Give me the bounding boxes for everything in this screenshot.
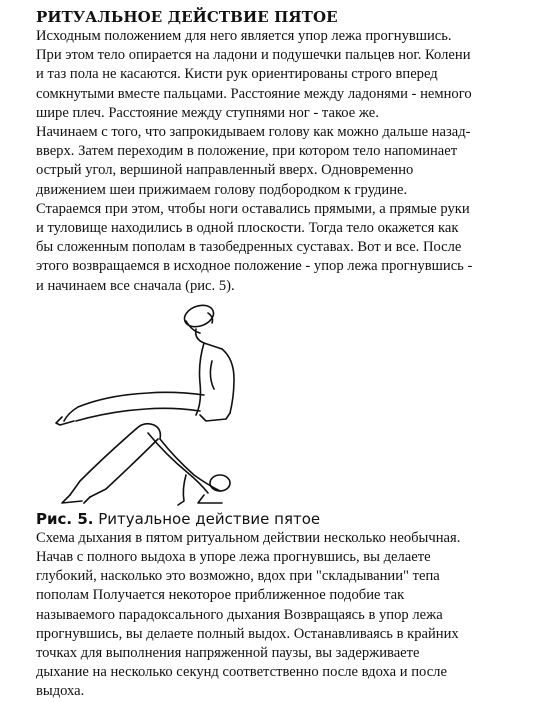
text-line: острый угол, вершиной направленный вверх. Одновременно <box>36 162 414 179</box>
caption-text: Ритуальное действие пятое <box>93 509 321 528</box>
text-line: дыхание на несколько секунд соответственно после вдоха и после <box>36 664 447 681</box>
figure-caption <box>36 509 520 529</box>
text-line: и начинаем все сначала (рис. 5). <box>36 277 235 294</box>
text-line: Схема дыхания в пятом ритуальном действии несколько необычная. <box>36 529 461 546</box>
text-line: Начинаем с того, что запрокидываем голову как можно дальше назад- <box>36 124 471 141</box>
text-line: и таз пола не касаются. Кисти рук ориентированы строго вперед <box>36 66 438 83</box>
text-line: движением шеи прижимаем голову подбородком к грудине. <box>36 181 408 198</box>
text-line: глубокий, насколько это возможно, вдох при "складывании" тепа <box>36 568 440 585</box>
figure-drawing <box>36 299 336 507</box>
pose-inverted-v <box>62 424 230 505</box>
text-line: сомкнутыми вместе пальцами. Расстояние между ладонями - немного <box>36 85 472 102</box>
text-line: При этом тело опирается на ладони и подушечки пальцев ног. Колени <box>36 47 471 64</box>
text-line: Исходным положением для него является упор лежа прогнувшись. <box>36 28 452 44</box>
text-line: точках для выполнения напряженной паузы, вы задерживаете <box>36 645 420 662</box>
text-line: пополам Получается некоторое приближенное подобие так <box>36 587 405 604</box>
paragraph-initial-position <box>36 27 520 296</box>
exercise-illustration <box>36 299 520 507</box>
text-line: бы сложенным пополам в тазобедренных суставах. Вот и все. После <box>36 239 462 256</box>
text-line: шире плеч. Расстояние между ступнями ног - такое же. <box>36 104 379 121</box>
caption-label: Рис. 5. <box>36 509 94 528</box>
text-line: Начав с полного выдоха в упоре лежа прогнувшись, вы делаете <box>36 549 431 566</box>
paragraph-breathing <box>36 529 520 702</box>
text-line: называемого парадоксального дыхания Возвращаясь в упор лежа <box>36 606 443 623</box>
text-line: прогнувшись, вы делаете полный выдох. Останавливаясь в крайних <box>36 625 459 642</box>
section-title: РИТУАЛЬНОЕ ДЕЙСТВИЕ ПЯТОЕ <box>36 8 338 26</box>
pose-upward-arch <box>56 301 234 425</box>
text-line: и туловище находились в одной плоскости. Тогда тело окажется как <box>36 220 459 237</box>
text-line: выдоха. <box>36 683 85 700</box>
text-line: Стараемся при этом, чтобы ноги оставались прямыми, а прямые руки <box>36 200 470 217</box>
text-line: вверх. Затем переходим в положение, при котором тело напоминает <box>36 143 458 160</box>
text-line: этого возвращаемся в исходное положение - упор лежа прогнувшись - <box>36 258 473 275</box>
